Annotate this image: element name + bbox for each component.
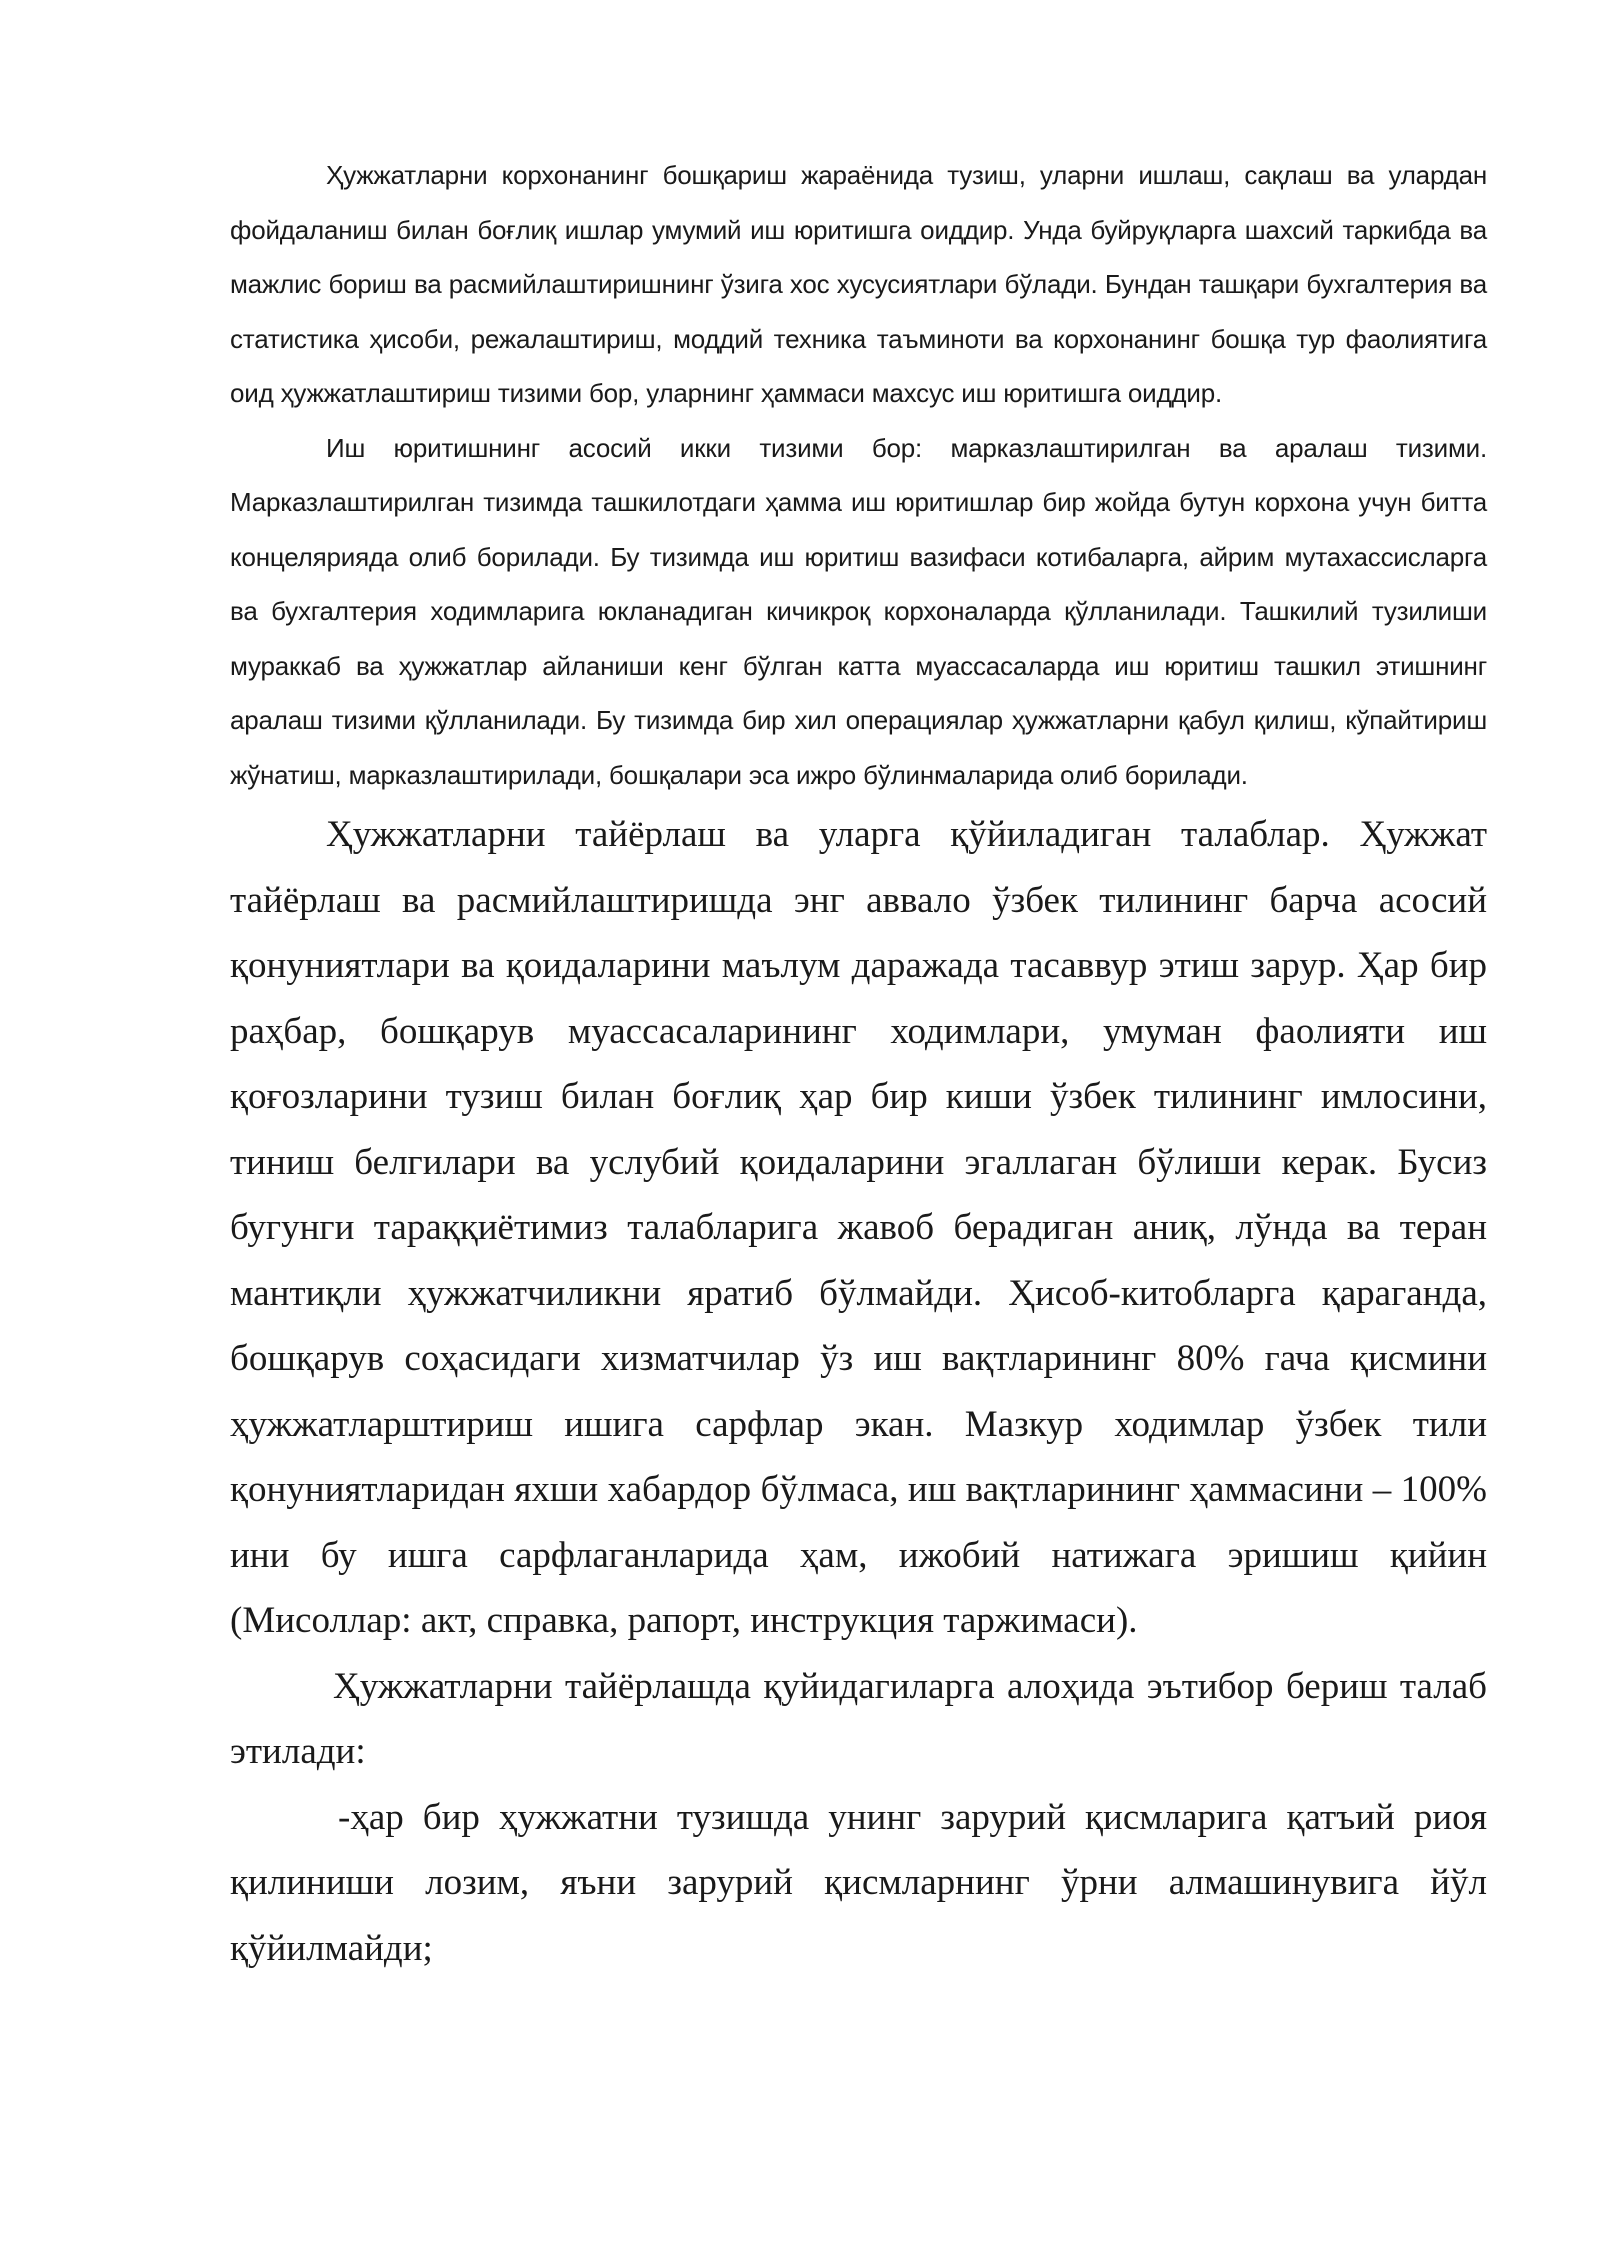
paragraph-list-item-mandatory-parts: -ҳар бир ҳужжатни тузишда унинг зарурий қисмларига қатъий риоя қилиниши лозим, яъни зарурий қисмларнинг ўрни алмашинувига йўл қўйилмайди; [230, 1796, 1487, 1969]
paragraph-document-processing: Ҳужжатларни корхонанинг бошқариш жараёнида тузиш, уларни ишлаш, сақлаш ва улардан фойдаланиш билан боғлиқ ишлар умумий иш юритишга оиддир. Унда буйруқларга шахсий таркибда ва мажлис бориш ва расмийлаштиришнинг ўзига хос хусусиятлари бўлади. Бундан ташқари бухгалтерия ва статистика ҳисоби, режалаштириш, моддий техника таъминоти ва корхонанинг бошқа тур фаолиятига оид ҳужжатлаштириш тизими бор, уларнинг ҳаммаси махсус иш юритишга оиддир. [230, 160, 1487, 408]
paragraph-attention-items: Ҳужжатларни тайёрлашда қуйидагиларга алоҳида эътибор бериш талаб этилади: [230, 1665, 1487, 1772]
paragraph-document-requirements: Ҳужжатларни тайёрлаш ва уларга қўйиладиган талаблар. Ҳужжат тайёрлаш ва расмийлаштиришда энг аввало ўзбек тилининг барча асосий қонуниятлари ва қоидаларини маълум даражада тасаввур этиш зарур. Ҳар бир раҳбар, бошқарув муассасаларининг ходимлари, умуман фаолияти иш қоғозларини тузиш билан боғлиқ ҳар бир киши ўзбек тилининг имлосини, тиниш белгилари ва услубий қоидаларини эгаллаган бўлиши керак. Бусиз бугунги тараққиётимиз талабларига жавоб берадиган аниқ, лўнда ва теран мантиқли ҳужжатчиликни яратиб бўлмайди. Ҳисоб-китобларга қараганда, бошқарув соҳасидаги хизматчилар ўз иш вақтларининг 80% гача қисмини ҳужжатларштириш ишига сарфлар экан. Мазкур ходимлар ўзбек тили қонуниятларидан яхши хабардор бўлмаса, иш вақтларининг ҳаммасини – 100% ини бу ишга сарфлаганларида ҳам, ижобий натижага эришиш қийин (Мисоллар: акт, справка, рапорт, инструкция таржимаси). [230, 814, 1487, 1641]
paragraph-record-keeping-systems: Иш юритишнинг асосий икки тизими бор: марказлаштирилган ва аралаш тизими. Марказлаштирилган тизимда ташкилотдаги ҳамма иш юритишлар бир жойда бутун корхона учун битта концелярияда олиб борилади. Бу тизимда иш юритиш вазифаси котибаларга, айрим мутахассисларга ва бухгалтерия ходимларига юкланадиган кичикроқ корхоналарда қўлланилади. Ташкилий тузилиши мураккаб ва ҳужжатлар айланиши кенг бўлган катта муассасаларда иш юритиш ташкил этишнинг аралаш тизими қўлланилади. Бу тизимда бир хил операциялар ҳужжатларни қабул қилиш, кўпайтириш жўнатиш, марказлаштирилади, бошқалари эса ижро бўлинмаларида олиб борилади. [230, 432, 1487, 790]
document-body [230, 148, 1487, 1981]
